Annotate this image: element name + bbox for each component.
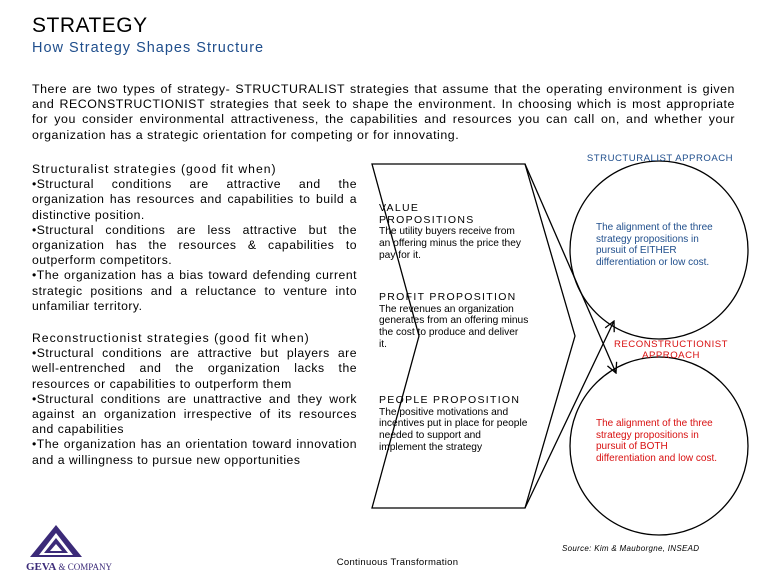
reconstructionist-approach-text: The alignment of the three strategy propositions in pursuit of BOTH differentiation and low cost. <box>596 418 718 464</box>
reconstructionist-bullet: •Structural conditions are attractive but players are well-entrenched and the organization lacks the resources or capabilities to outperform them <box>32 346 357 391</box>
structuralist-bullet: •Structural conditions are attractive and the organization has resources and capabilities to build a distinctive position. <box>32 177 357 222</box>
source-citation: Source: Kim & Mauborgne, INSEAD <box>562 544 700 553</box>
value-proposition-text: The utility buyers receive from an offering minus the price they pay for it. <box>379 226 521 261</box>
profit-proposition <box>379 292 529 351</box>
company-logo-text <box>26 561 112 573</box>
company-name: GEVA <box>26 561 56 573</box>
footer-text: Continuous Transformation <box>336 557 459 568</box>
profit-proposition-heading: PROFIT PROPOSITION <box>379 291 517 303</box>
page-title: STRATEGY <box>32 14 148 37</box>
structuralist-heading: Structuralist strategies (good fit when) <box>32 162 277 176</box>
structuralist-approach-text: The alignment of the three strategy propositions in pursuit of EITHER differentiation or low cost. <box>596 222 713 268</box>
people-proposition <box>379 395 529 454</box>
reconstructionist-heading: Reconstructionist strategies (good fit when) <box>32 331 310 345</box>
triangle-logo-icon <box>28 524 84 558</box>
reconstructionist-bullet: •The organization has an orientation toward innovation and a willingness to pursue new opportunities <box>32 437 357 467</box>
intro-paragraph: There are two types of strategy- STRUCTURALIST strategies that assume that the operating environment is given and RECONSTRUCTIONIST strategies that seek to shape the environment. In choosing which is most appropriate for you consider environmental attractiveness, the capabilities and resources you can call on, and whether your organization has a strategic orientation for competing or for innovating. <box>32 82 735 142</box>
structuralist-approach-label: STRUCTURALIST APPROACH <box>586 153 734 164</box>
structuralist-bullet: •The organization has a bias toward defending current strategic positions and a reluctance to venture into unfamiliar territory. <box>32 268 357 313</box>
profit-proposition-text: The revenues an organization generates from an offering minus the cost to produce and deliver it. <box>379 303 529 350</box>
reconstructionist-approach-label: RECONSTRUCTIONIST APPROACH <box>613 339 729 361</box>
structuralist-bullet: •Structural conditions are less attractive but the organization has the resources & capabilities to outperform competitors. <box>32 222 357 268</box>
page-subtitle: How Strategy Shapes Structure <box>32 40 265 56</box>
people-proposition-heading: PEOPLE PROPOSITION <box>379 394 521 406</box>
company-suffix: & COMPANY <box>58 562 112 572</box>
value-proposition <box>379 203 529 262</box>
reconstructionist-bullet: •Structural conditions are unattractive and they work against an organization irrespective of its resources and capabilities <box>32 391 357 437</box>
people-proposition-text: The positive motivations and incentives put in place for people needed to support and implement the strategy <box>379 406 528 453</box>
value-proposition-heading: VALUE PROPOSITIONS <box>379 202 475 226</box>
